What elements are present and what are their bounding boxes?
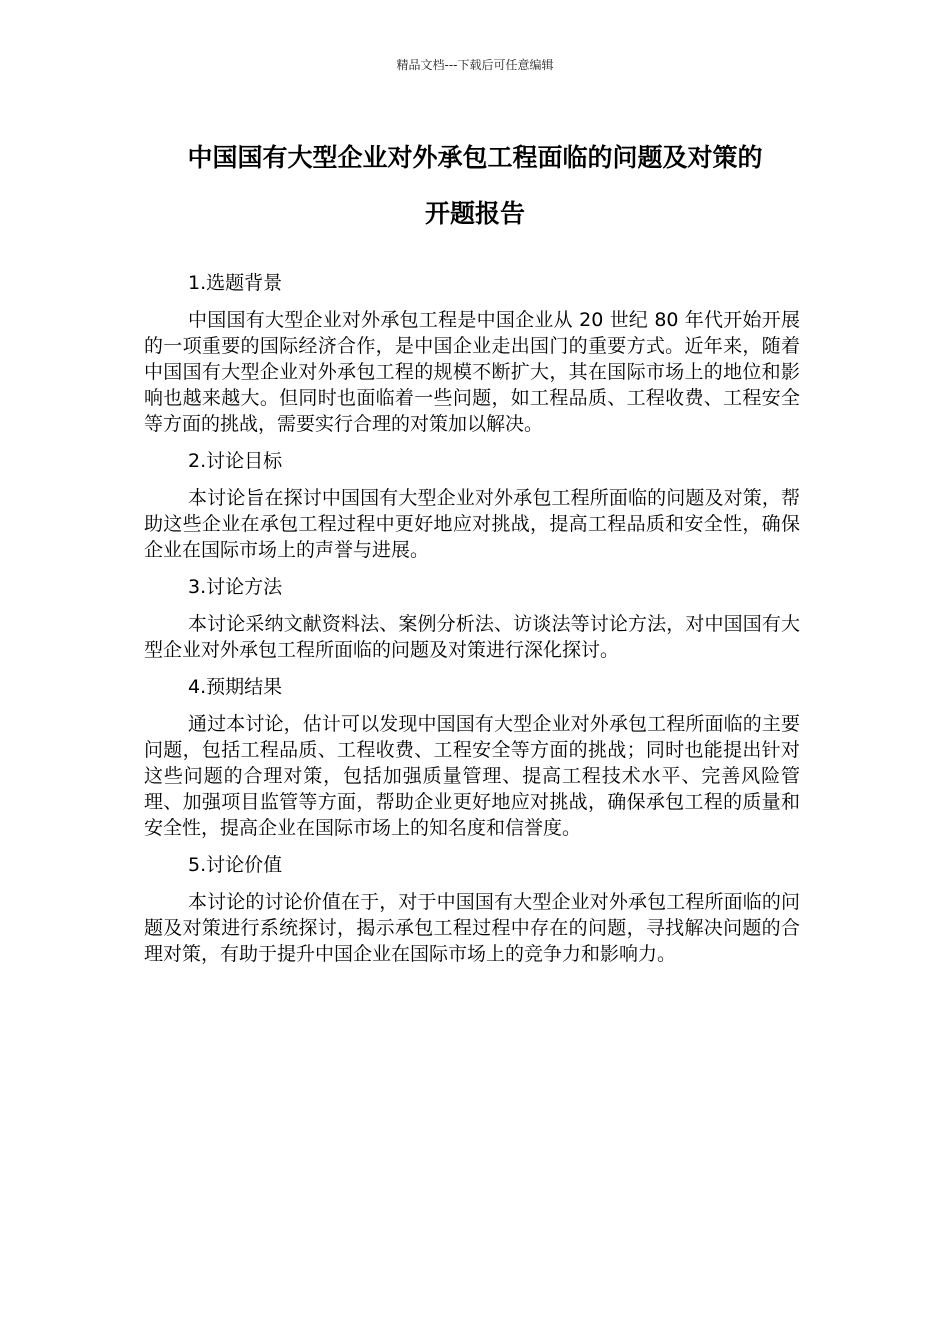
- section-body-expected-results: 通过本讨论，估计可以发现中国国有大型企业对外承包工程所面临的主要问题，包括工程品质、工程收费、工程安全等方面的挑战；同时也能提出针对这些问题的合理对策，包括加强质量管理、提高工程技术水平、完善风险管理、加强项目监管等方面，帮助企业更好地应对挑战，确保承包工程的质量和安全性，提高企业在国际市场上的知名度和信誉度。: [144, 713, 800, 839]
- section-heading-expected-results: 4.预期结果: [188, 676, 283, 698]
- document-title: [120, 130, 830, 242]
- section-heading-objective: 2.讨论目标: [188, 450, 283, 472]
- section-heading-background: 1.选题背景: [188, 272, 283, 294]
- section-body-objective: 本讨论旨在探讨中国国有大型企业对外承包工程所面临的问题及对策，帮助这些企业在承包工程过程中更好地应对挑战，提高工程品质和安全性，确保企业在国际市场上的声誉与进展。: [144, 487, 800, 561]
- title-line-2: 开题报告: [424, 199, 525, 228]
- document-body: [144, 268, 800, 976]
- section-body-method: 本讨论采纳文献资料法、案例分析法、访谈法等讨论方法，对中国国有大型企业对外承包工程所面临的问题及对策进行深化探讨。: [144, 613, 800, 661]
- section-heading-value: 5.讨论价值: [188, 854, 283, 876]
- title-line-1: 中国国有大型企业对外承包工程面临的问题及对策的: [187, 143, 763, 172]
- section-body-background: 中国国有大型企业对外承包工程是中国企业从 20 世纪 80 年代开始开展的一项重要的国际经济合作，是中国企业走出国门的重要方式。近年来，随着中国国有大型企业对外承包工程的规模不断扩大，其在国际市场上的地位和影响也越来越大。但同时也面临着一些问题，如工程品质、工程收费、工程安全等方面的挑战，需要实行合理的对策加以解决。: [144, 309, 800, 435]
- header-note: 精品文档---下载后可任意编辑: [396, 58, 554, 72]
- section-body-value: 本讨论的讨论价值在于，对于中国国有大型企业对外承包工程所面临的问题及对策进行系统探讨，揭示承包工程过程中存在的问题，寻找解决问题的合理对策，有助于提升中国企业在国际市场上的竞争力和影响力。: [144, 891, 800, 965]
- section-heading-method: 3.讨论方法: [188, 576, 283, 598]
